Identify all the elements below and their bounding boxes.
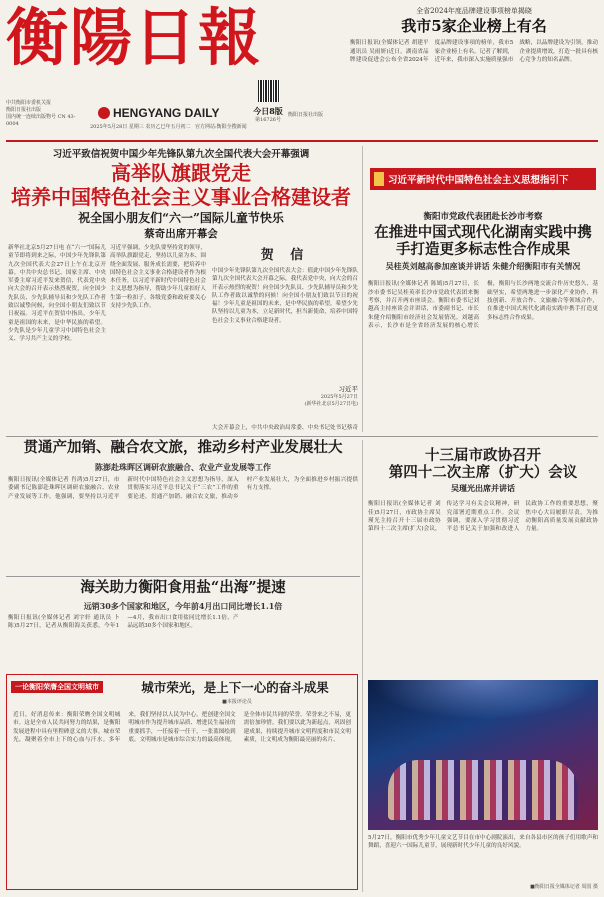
cppcc-sub: 吴瑾光出席并讲话 xyxy=(451,483,515,494)
section-rule-2 xyxy=(6,576,360,577)
commentary-body: 近日，好消息传来：衡阳荣膺全国文明城市。这是全市人民共同努力的结果，是衡阳发展进程中具有里程碑意义的大事。城市荣光，凝聚着全市上下的心血与汗水。多年来，我们坚持以人民为中心，把创建全国文明城市作为提升城市品质、增进民生福祉的重要抓手，一任接着一任干，一张蓝图绘到底。文明城市是城市综合实力的最高体现，是全体市民共同的荣誉。荣誉来之不易，更需倍加珍惜。我们要以此为新起点，巩固创建成果，持续提升城市文明程度和市民文明素质，让文明成为衡阳最亮丽的名片。 xyxy=(13,712,351,743)
issue-label: 今日8版 xyxy=(253,106,283,116)
promo-text: 衡阳日报讯(全媒体记者 胡建平 通讯员 吴雨妍)近日，湖南省品牌建设促进会公布全省2024年度品牌建设事项的榜单，我市5家企业榜上有名。记者了解到，近年来，我市深入实施质量强市战略，以品牌建设为引领，推动企业提质增效，打造一批具有核心竞争力的知名品牌。 xyxy=(350,40,598,63)
performers-group xyxy=(388,760,578,820)
date-line: 2025年5月28日 星期三 农历乙巳年五月初二 xyxy=(90,124,191,130)
brand-en: HENGYANG DAILY xyxy=(98,106,219,120)
lead-headline-1: 高举队旗跟党走 xyxy=(111,161,251,185)
lead-kicker: 习近平致信祝贺中国少年先锋队第九次全国代表大会开幕强调 xyxy=(52,149,310,160)
publisher-line-2: 衡阳日报社出版 xyxy=(6,107,42,113)
photo-caption: 5月27日，衡阳市优秀少年儿童文艺节目在市中心剧院演出，来自各县市区的孩子们用歌声和舞蹈，喜迎六一国际儿童节，展现新时代少年儿童的良好风貌。 xyxy=(368,835,598,850)
section-rule-1 xyxy=(6,436,598,437)
promo-kicker: 全省2024年度品牌建设事项榜单揭晓 xyxy=(416,7,532,15)
side-caption: 衡阳日报社出版 xyxy=(288,112,324,118)
cppcc-body: 衡阳日报讯(全媒体记者 刘佳)5月27日，市政协主席吴瑾光主持召开十三届市政协第四十二次主席(扩大)会议，传达学习有关会议精神，研究部署近期重点工作。会议强调，要深入学习贯彻习近平总书记关于加强和改进人民政协工作的重要思想，聚焦中心大局履职尽责，为推动衡阳高质量发展贡献政协力量。 xyxy=(368,501,598,533)
commentary-tag: 一论衡阳荣膺全国文明城市 xyxy=(11,681,103,693)
commentary-headline: 城市荣光，是上下一心的奋斗成果 xyxy=(141,680,329,695)
lead-column-1: 新华社北京5月27日电 在“六一”国际儿童节即将到来之际，中国少年先锋队第九次全国代表大会27日上午在北京开幕。中共中央总书记、国家主席、中央军委主席习近平发来贺信，代表党中央向大会的召开表示热烈祝贺，向全国少先队员、少先队辅导员和少先队工作者致以诚挚问候，向全国小朋友们致以节日祝福。习近平在贺信中指出，少年儿童是祖国的未来，是中华民族的希望。少先队是少年儿童学习中国特色社会主义、学习共产主义的学校。 xyxy=(8,245,106,343)
banner-text: 习近平新时代中国特色社会主义思想指引下 xyxy=(388,175,569,186)
hunan-sub: 吴桂英刘越高参加座谈并讲话 朱健介绍衡阳市有关情况 xyxy=(385,261,581,272)
salt-body: 衡阳日报讯(全媒体记者 刘宇轩 通讯员 卜陈)5月27日，记者从衡阳海关获悉，今年1—4月，我市出口食用盐同比增长1.1倍，产品远销30多个国家和地区。 xyxy=(8,615,239,630)
greeting-letter xyxy=(212,244,358,424)
rural-body: 衡阳日报讯(全媒体记者 肖鸿)5月27日，市委副书记陈澎赴珠晖区调研农旅融合、农业产业发展等工作。他强调，要坚持以习近平新时代中国特色社会主义思想为指导，深入贯彻落实习近平总书记关于“三农”工作的重要论述，贯通产加销、融合农文旅，推动乡村产业发展壮大，为全面推进乡村振兴提供有力支撑。 xyxy=(8,477,358,500)
hunan-body: 衡阳日报讯(全媒体记者 陈嫣)5月27日，长沙市委书记吴桂英率长沙市党政代表团来衡考察，并召开两市座谈会。衡阳市委书记刘越高主持座谈会并讲话，市委副书记、市长朱健介绍衡阳市经济社会发展情况。刘越高表示，长沙市是全省经济发展的核心增长极，衡阳与长沙两地交流合作历史悠久、基础坚实，希望两地进一步深化产业协作、科技创新、开放合作、文旅融合等领域合作，在推进中国式现代化湖南实践中携手打造更多标志性合作成果。 xyxy=(368,281,598,329)
cppcc-headline-2: 第四十二次主席（扩大）会议 xyxy=(388,463,578,481)
theme-banner xyxy=(370,168,596,190)
greeting-note: (新华社北京5月27日电) xyxy=(304,401,358,407)
cppcc-headline-1: 十三届市政协召开 xyxy=(425,447,541,464)
stage-light xyxy=(368,680,598,720)
hunan-story xyxy=(368,210,598,405)
greeting-date: 2025年5月27日 xyxy=(320,394,358,400)
lead-sub-2: 蔡奇出席开幕会 xyxy=(144,228,218,240)
masthead-rule xyxy=(6,140,598,142)
masthead-logo: 衡陽日報 xyxy=(6,1,263,74)
column-divider xyxy=(362,146,363,432)
issue-number: 第16726号 xyxy=(255,117,281,123)
greeting-signature: 习近平 xyxy=(338,385,358,393)
lead-column-2: 习近平强调，少先队要坚持党的领导，高举队旗跟党走，坚持以儿童为本、围绕全面发展、服务成长需要，把培养中国特色社会主义事业合格建设者作为根本任务，以习近平新时代中国特色社会主义思想为指导，帮助少年儿童扣好人生第一粒扣子。各级党委和政府要关心支持少先队工作。 xyxy=(110,245,206,310)
hunan-headline: 在推进中国式现代化湖南实践中携手打造更多标志性合作成果 xyxy=(374,224,592,258)
rural-headline: 贯通产加销、融合农文旅，推动乡村产业发展壮大 xyxy=(23,439,343,456)
cppcc-story xyxy=(368,448,598,655)
promo-block xyxy=(350,6,598,89)
salt-headline: 海关助力衡阳食用盐“出海”提速 xyxy=(80,579,286,596)
commentary-box xyxy=(6,674,358,890)
performance-photo xyxy=(368,680,598,830)
lead-sub: 祝全国小朋友们“六一”国际儿童节快乐 xyxy=(78,211,284,225)
hunan-kicker: 衡阳市党政代表团赴长沙市考察 xyxy=(423,212,543,222)
issue-box xyxy=(252,106,284,124)
brand-circle-icon xyxy=(98,107,110,119)
website: 官方网站:衡阳全搜新闻 xyxy=(195,124,247,130)
masthead-left-info xyxy=(6,100,76,128)
column-divider-2 xyxy=(362,440,363,892)
publisher-line-1: 中共衡阳市委机关报 xyxy=(6,100,52,106)
lead-headline-2: 培养中国特色社会主义事业合格建设者 xyxy=(11,185,351,209)
qr-code-icon xyxy=(258,80,280,102)
commentary-byline: ■本报评论员 xyxy=(222,699,252,705)
photo-credit: ■衡阳日报全媒体记者 周国 摄 xyxy=(530,884,598,890)
rural-sub: 陈澎赴珠晖区调研农旅融合、农业产业发展等工作 xyxy=(95,462,271,472)
lead-column-3: 大会开幕会上，中共中央政治局常委、中央书记处书记蔡奇 xyxy=(212,425,358,431)
banner-flag-icon xyxy=(374,172,384,186)
publisher-line-3: 国内统一连续出版物号 CN 43-0004 xyxy=(6,114,76,127)
greeting-title: 贺 信 xyxy=(260,248,310,263)
greeting-body: 中国少年先锋队第九次全国代表大会：值此中国少年先锋队第九次全国代表大会开幕之际，我代表党中央，向大会的召开表示热烈的祝贺！向全国少先队员、少先队辅导员和少先队工作者致以诚挚的问候！向全国小朋友们致以节日的祝福！少年儿童是祖国的未来，是中华民族的希望。希望少先队坚持以儿童为本，立足新时代，担当新使命，培养中国特色社会主义事业合格建设者。 xyxy=(212,268,358,324)
promo-headline: 我市5家企业榜上有名 xyxy=(401,17,547,35)
salt-sub: 远销30多个国家和地区，今年前4月出口同比增长1.1倍 xyxy=(83,601,283,611)
